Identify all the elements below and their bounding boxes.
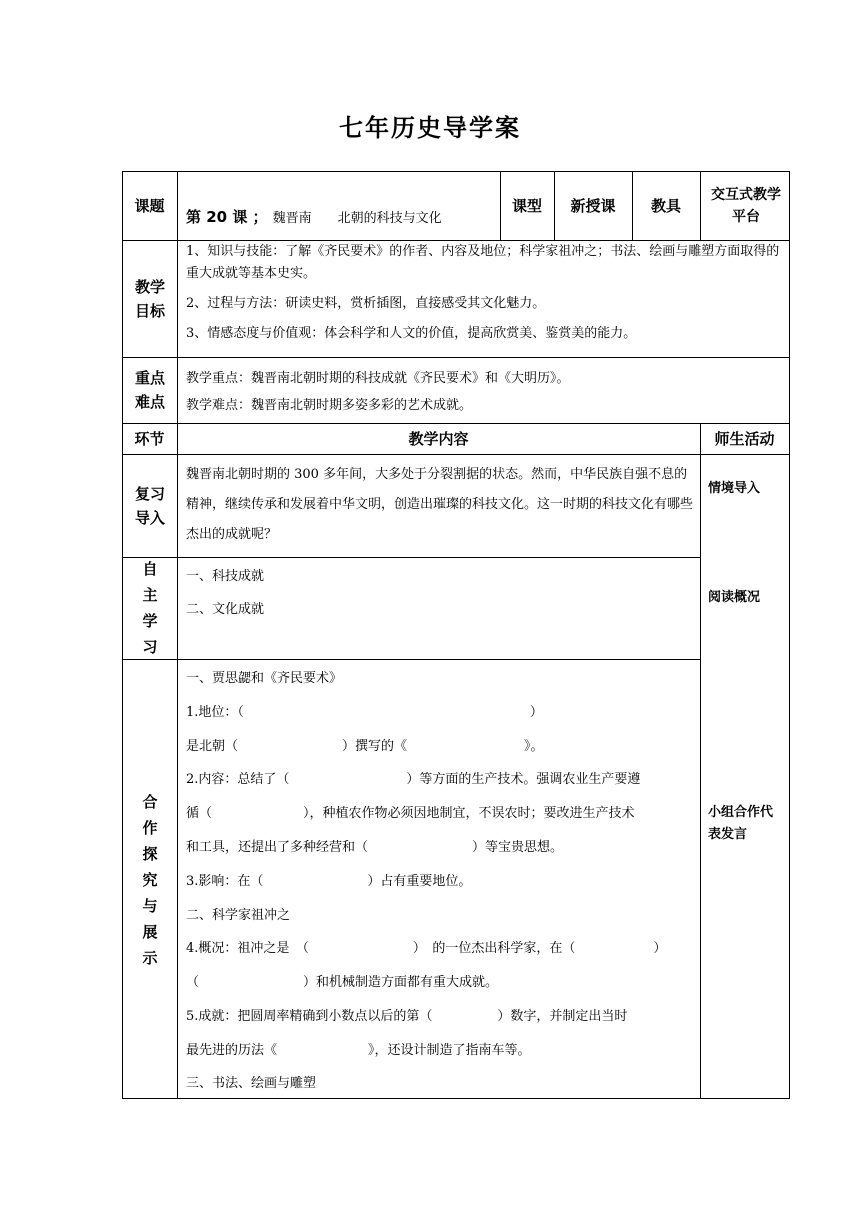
page-title: 七年历史导学案 [339,114,521,142]
self-study-item: 一、科技成就 [186,569,265,584]
activity-reading: 阅读概况 [708,590,761,605]
key-point-item: 教学重点：魏晋南北朝时期的科技成就《齐民要术》和《大明历》。 [186,371,570,386]
label-key-points: 重点难点 [134,369,165,411]
cooperation-line: 最先进的历法《 》，还设计制造了指南车等。 [186,1043,531,1058]
activity-scenario: 情境导入 [708,481,761,496]
label-topic: 课题 [134,196,165,215]
cooperation-line: 5.成就：把圆周率精确到小数点以后的第（ ）数字，并制定出当时 [186,1009,628,1024]
cooperation-line: 一、贾思勰和《齐民要术》 [186,671,343,686]
label-review: 复习导入 [134,484,165,527]
activity-group: 小组合作代表发言 [708,805,774,842]
col-content: 教学内容 [408,429,469,448]
cooperation-line: （ ）和机械制造方面都有重大成就。 [186,975,499,990]
cooperation-line: 是北朝（ ）撰写的《 》。 [186,739,544,754]
goals-list [186,241,786,345]
cooperation-line: 1.地位：（ ） [186,705,543,720]
goal-item: 1、知识与技能：了解《齐民要术》的作者、内容及地位；科学家祖冲之；书法、绘画与雕塑方面取得的重大成就等基本史实。 [186,244,780,281]
cooperation-line: 3.影响：在（ ）占有重要地位。 [186,874,472,889]
label-goals: 教学目标 [134,277,165,320]
lesson-number: 第 20 课 ； [186,208,268,226]
lesson-cell [186,205,496,229]
label-tools: 教具 [650,196,681,215]
label-type: 课型 [511,196,542,215]
label-cooperation: 合作探究与展示 [142,793,158,967]
lesson-title: 魏晋南 北朝的科技与文化 [272,211,442,226]
cooperation-line: 和工具，还提出了多种经营和（ ）等宝贵思想。 [186,840,564,855]
type-value: 新授课 [570,196,616,215]
tools-value: 交互式教学平台 [711,186,781,225]
cooperation-line: 2.内容：总结了（ ）等方面的生产技术。强调农业生产要遵 [186,772,641,787]
self-study-item: 二、文化成就 [186,602,265,617]
cooperation-line: 4.概况：祖冲之是 （ ） 的一位杰出科学家，在（ ） [186,941,667,956]
col-stage: 环节 [134,429,165,448]
goal-item: 2、过程与方法：研读史料，赏析插图，直接感受其文化魅力。 [186,296,546,311]
col-activity: 师生活动 [714,429,775,448]
goal-item: 3、情感态度与价值观：体会科学和人文的价值，提高欣赏美、鉴赏美的能力。 [186,326,637,341]
review-text: 魏晋南北朝时期的 300 多年间，大多处于分裂割据的状态。然而，中华民族自强不息的精神，继续传承和发展着中华文明，创造出璀璨的科技文化。这一时期的科技文化有哪些杰出的成就呢？ [186,467,694,542]
cooperation-line: 二、科学家祖冲之 [186,908,291,923]
cooperation-line: 三、书法、绘画与雕塑 [186,1076,317,1091]
cooperation-line: 循（ ），种植农作物必须因地制宜，不误农时；要改进生产技术 [186,806,635,821]
key-point-item: 教学难点：魏晋南北朝时期多姿多彩的艺术成就。 [186,398,473,413]
label-self-study: 自主学习 [142,560,158,656]
